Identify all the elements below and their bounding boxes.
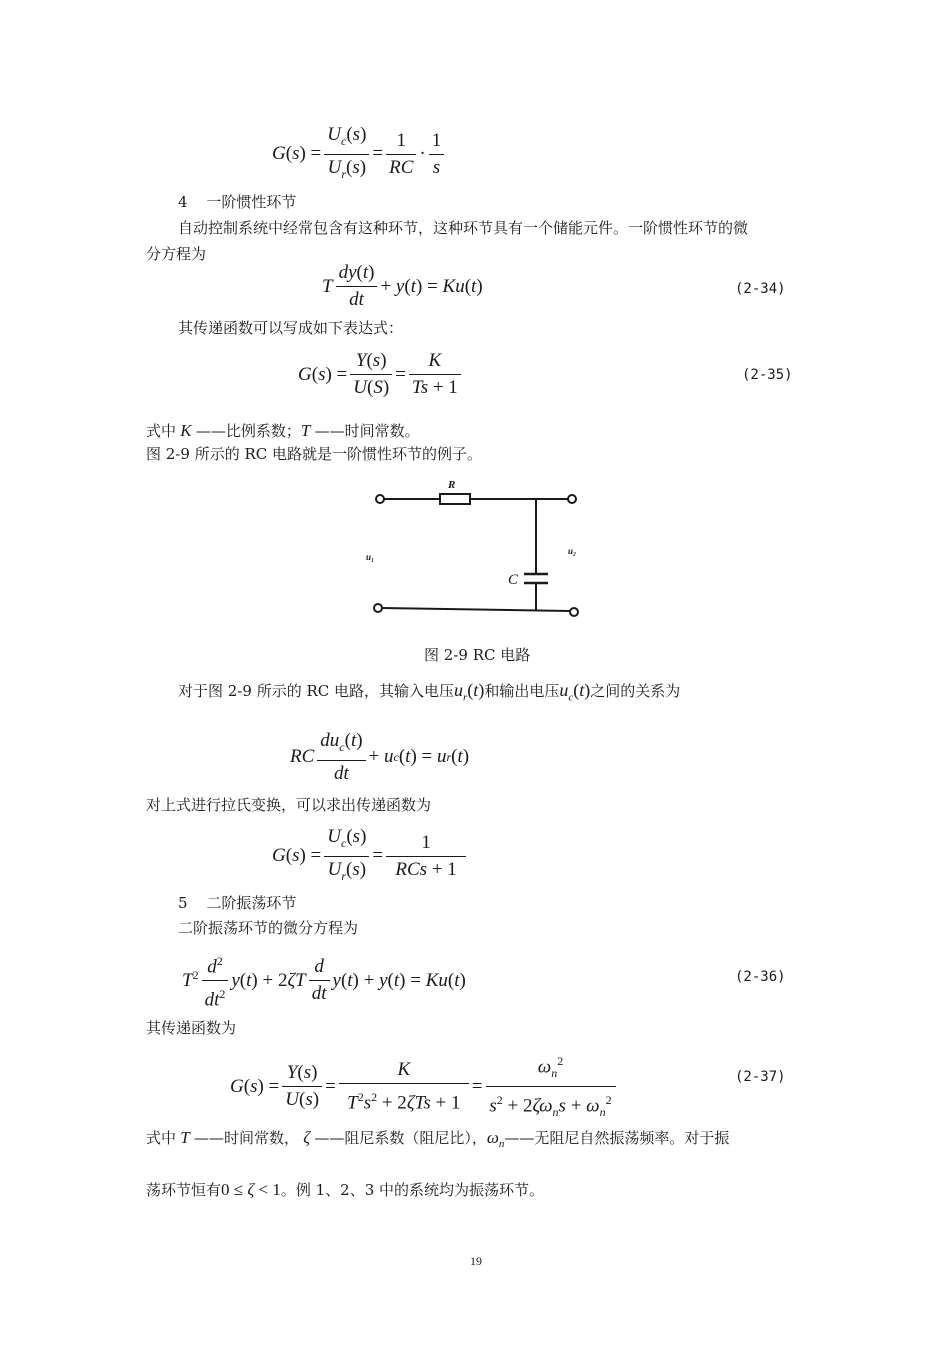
output-terminal-bottom: [570, 608, 578, 616]
section-4-legend: 式中 K ——比例系数；T ——时间常数。: [146, 421, 420, 440]
equation-number-2-34: (2-34): [735, 281, 786, 297]
equation-number-2-37: (2-37): [735, 1069, 786, 1085]
transfer-intro-5: 其传递函数为: [146, 1019, 237, 1037]
section-4-heading: [178, 192, 296, 212]
equation-number-2-35: (2-35): [742, 367, 793, 383]
output-voltage-label: u₂: [568, 546, 577, 556]
capacitor-label: C: [508, 572, 519, 588]
page-number: 19: [470, 1254, 482, 1268]
section-5-conclusion: 荡环节恒有0 ≤ ζ < 1。例 1、2、3 中的系统均为振荡环节。: [146, 1180, 545, 1199]
rc-transfer-function: G ( s ) = $\frac{U_c(s)}{U_r(s)}$ = $\frac{1}{\text{RCs + 1}}$: [272, 826, 469, 887]
resistor-symbol: [440, 494, 470, 504]
output-terminal-top: [568, 495, 576, 503]
section-5-legend: 式中 T ——时间常数， ζ ——阻尼系数（阻尼比），$\omega_n——$无阻尼自然振荡频率。对于振: [146, 1128, 730, 1150]
integrator-transfer-equation: G ( s ) = $\frac{U_c(s)}{U_r(s)}$ = $\frac{1}{RC}$ · $\frac{1}{s}$: [272, 124, 447, 185]
equation-2-36: T $^2$ $\frac{d^2}{dt^2}$ y ( t ) + 2 ζT $\frac{d}{dt}$ y ( t ) + y ( t ) = Ku ( t ): [182, 950, 466, 1012]
equation-2-34: T $\frac{dy(t)}{dt}$ + y ( t ) = Ku ( t ): [322, 262, 483, 310]
laplace-sentence: 对上式进行拉氏变换，可以求出传递函数为: [146, 796, 432, 814]
resistor-label: R: [448, 479, 456, 491]
rc-circuit-diagram: [360, 470, 600, 630]
section-5-heading: [178, 893, 296, 913]
input-voltage-label: u₁: [366, 552, 375, 562]
equation-2-35: G ( s ) = $\frac{Y(s)}{U(S)}$ = $\frac{K}{Ts + 1}$: [298, 350, 464, 399]
rc-example-sentence: 图 2-9 所示的 RC 电路就是一阶惯性环节的例子。: [146, 445, 483, 463]
section-5-number: 5: [178, 894, 188, 912]
ground-wire: [382, 608, 570, 611]
figure-caption: 图 2-9 RC 电路: [424, 646, 531, 664]
equation-number-2-36: (2-36): [735, 969, 786, 985]
input-terminal-bottom: [374, 604, 382, 612]
section-5-intro: 二阶振荡环节的微分方程为: [178, 919, 359, 937]
input-terminal-top: [376, 495, 384, 503]
section-4-intro-line2: 分方程为: [146, 245, 207, 263]
transfer-intro-4: 其传递函数可以写成如下表达式：: [178, 319, 404, 337]
section-4-number: 4: [178, 193, 188, 211]
section-5-title: 二阶振荡环节: [206, 894, 297, 912]
section-4-title: 一阶惯性环节: [206, 193, 297, 211]
rc-differential-equation: RC $\frac{du_c(t)}{dt}$ + u c ( t ) = u r ( t ): [290, 730, 470, 784]
rc-relation-sentence: 对于图 2-9 所示的 RC 电路，其输入电压$u_r(t)$和输出电压$u_c(t)$之间的关系为: [178, 680, 681, 704]
section-4-intro-line1: 自动控制系统中经常包含有这种环节，这种环节具有一个储能元件。一阶惯性环节的微: [178, 219, 749, 237]
equation-2-37: G ( s ) = $\frac{Y(s)}{U(s)}$ = $\frac{K}{T^2s^2 + 2\zeta Ts + 1}$ = $\frac{\omega_n^2}{s^2 + 2\zeta\omega_ns + \omega_n^2}$: [230, 1050, 619, 1123]
